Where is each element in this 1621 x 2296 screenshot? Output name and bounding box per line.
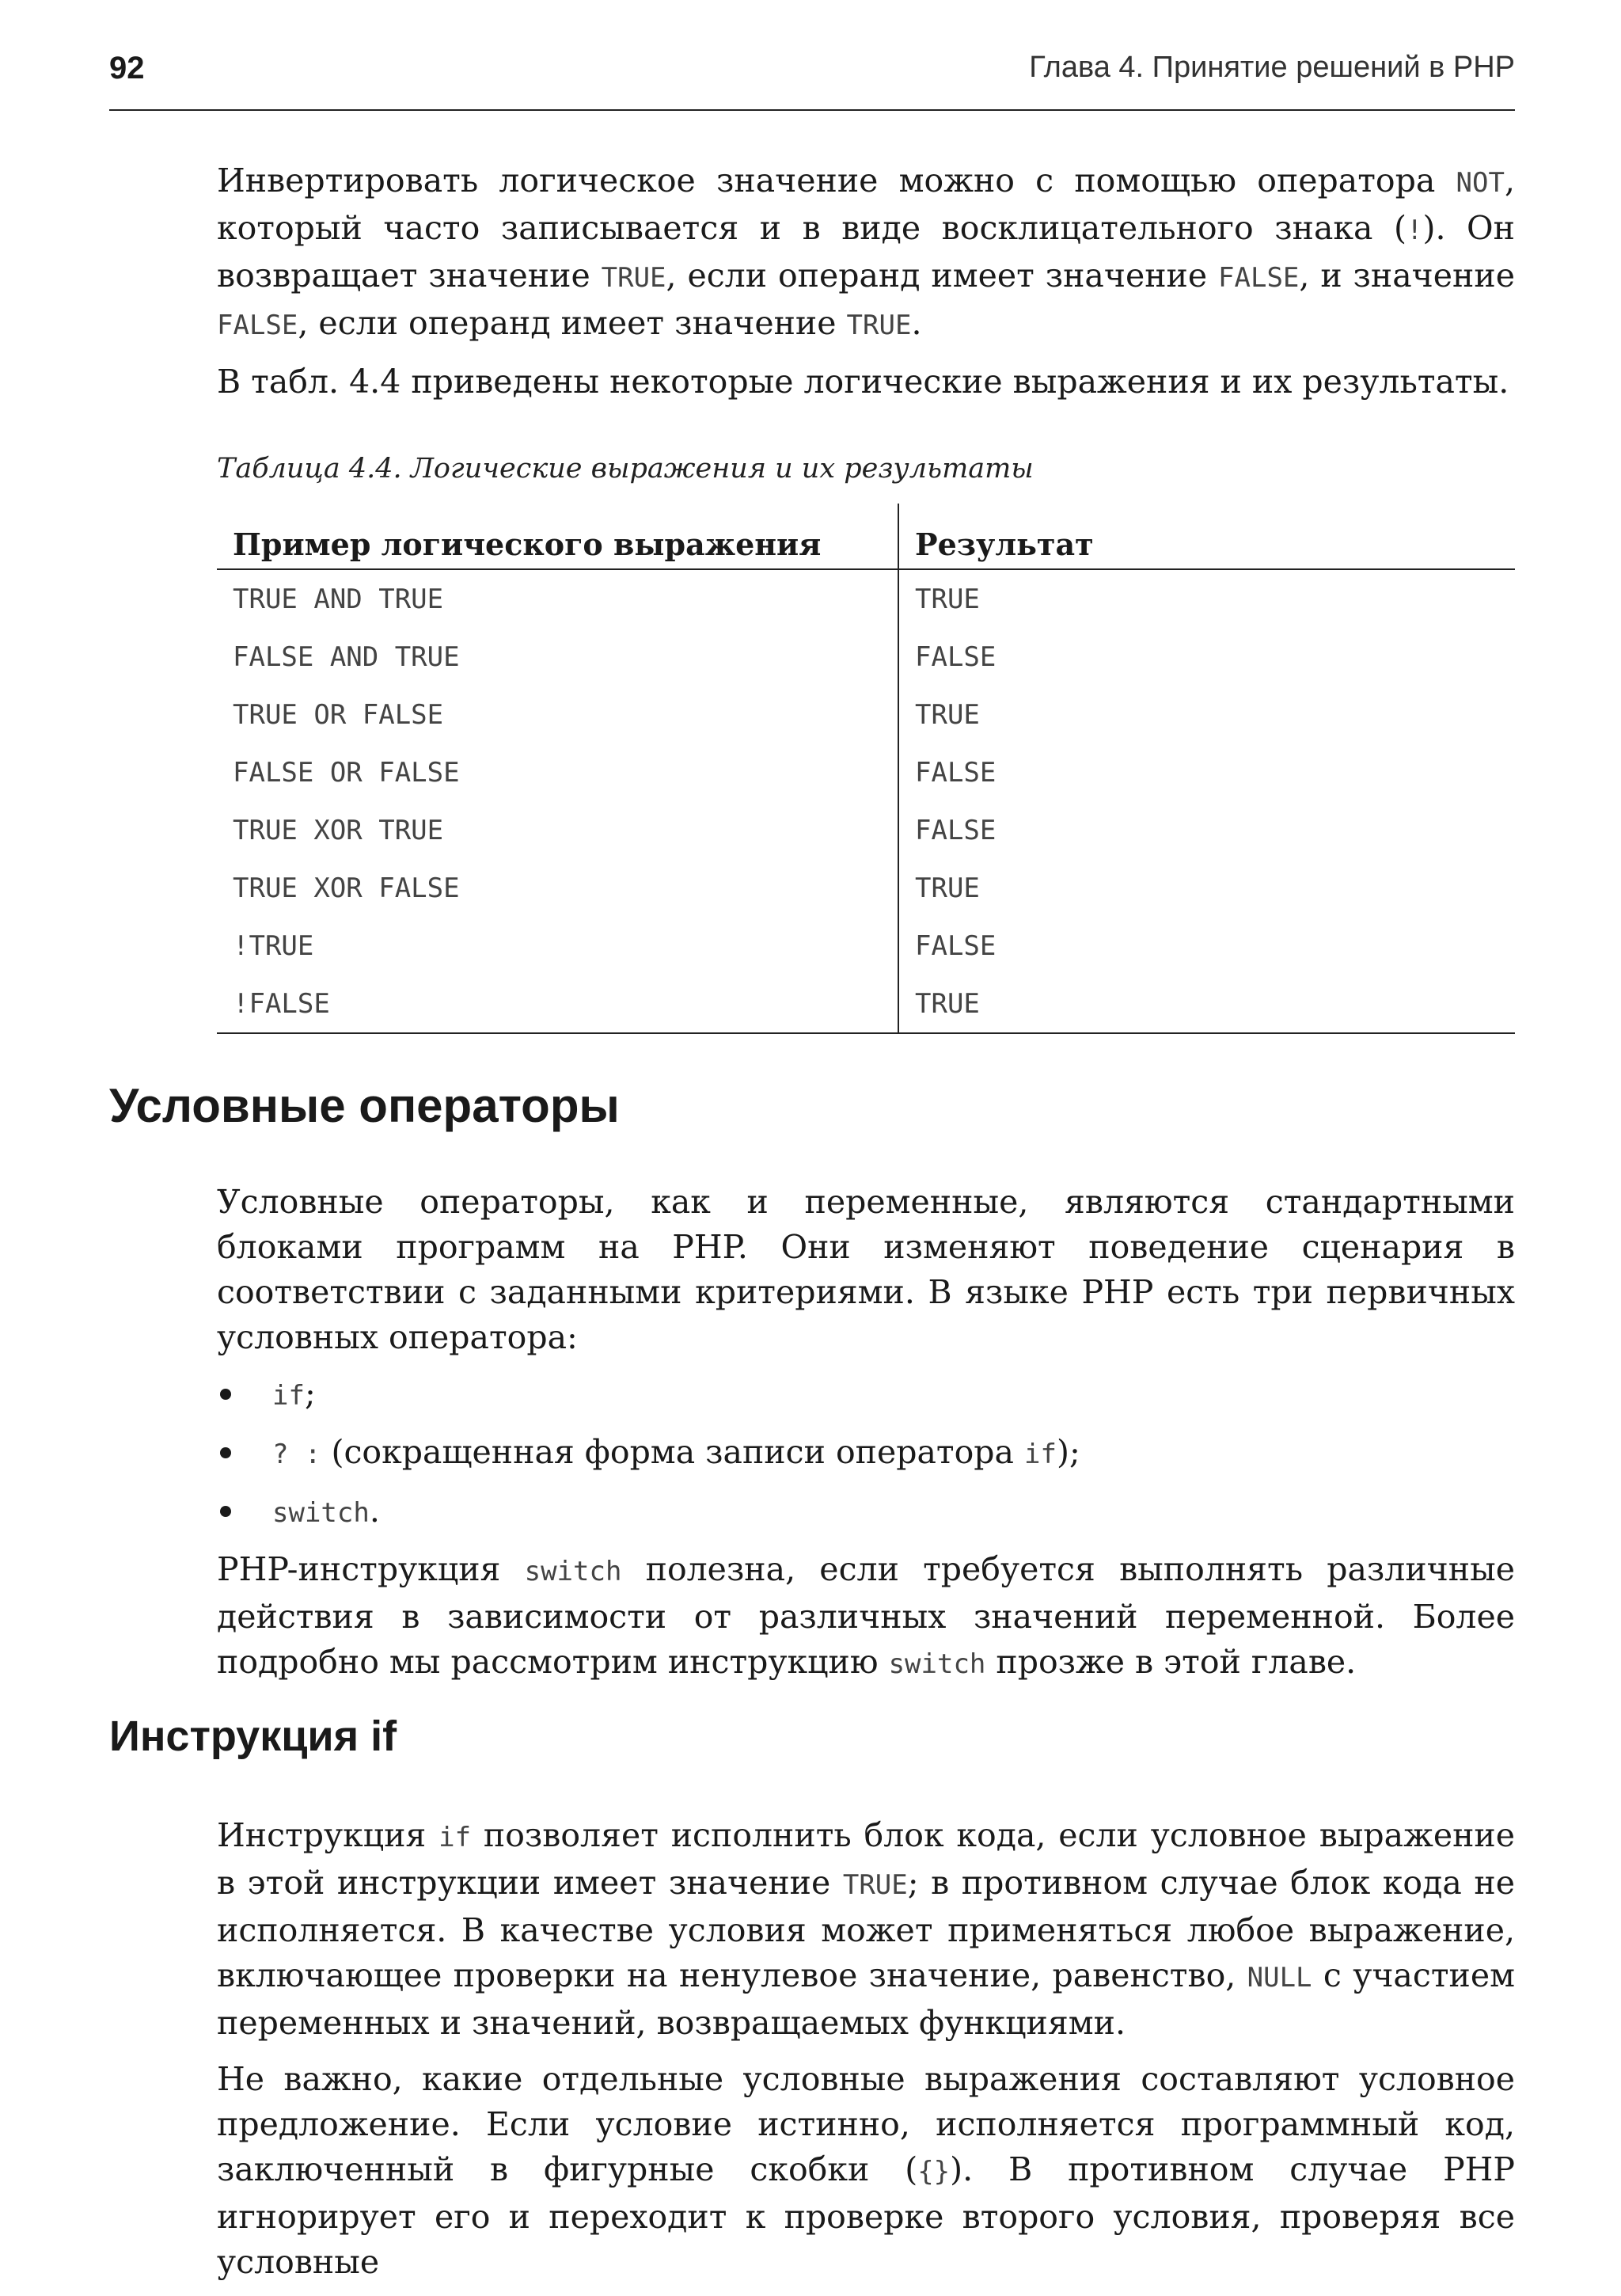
table-header-row	[217, 504, 1515, 569]
logic-table	[217, 504, 1515, 1034]
expression-cell: TRUE XOR FALSE	[217, 859, 898, 917]
table-row	[217, 859, 1515, 917]
table-row	[217, 569, 1515, 628]
result-cell: FALSE	[915, 756, 997, 789]
table-row	[217, 801, 1515, 859]
expression-cell: FALSE AND TRUE	[217, 628, 898, 686]
result-cell: FALSE	[915, 929, 997, 962]
section-heading: Условные операторы	[109, 1079, 620, 1132]
section-paragraph-1: Условные операторы, как и переменные, являются стандартными блоками программ на PHP. Они изменяют поведение сценария в соответствии с заданными критериями. В языке PHP есть три первичных условных оператора:	[217, 1183, 1515, 1356]
subsection-heading: Инструкция if	[109, 1712, 397, 1760]
result-cell: TRUE	[898, 975, 1515, 1033]
expression-cell: TRUE XOR TRUE	[217, 801, 898, 859]
result-cell: TRUE	[915, 872, 980, 904]
table-row	[217, 975, 1515, 1033]
column-header-expression: Пример логического выражения	[217, 504, 898, 569]
expression-cell: !TRUE	[217, 917, 898, 975]
subsection-paragraph-1: Инструкция if позволяет исполнить блок кода, если условное выражение в этой инструкции имеет значение TRUE; в противном случае блок кода не исполняется. В качестве условия может применяться любое выражение, включающее проверки на ненулевое значение, равенство, NULL с участием переменных и значений, возвращаемых функциями.	[217, 1816, 1515, 2042]
intro-paragraph-2: В табл. 4.4 приведены некоторые логические выражения и их результаты.	[217, 363, 1509, 401]
section-paragraph-2: PHP-инструкция switch полезна, если требуется выполнять различные действия в зависимости от различных значений переменной. Более подробно мы рассмотрим инструкцию switch прозже в этой главе.	[217, 1550, 1515, 1681]
subsection-text	[217, 1813, 1515, 2296]
table-row	[217, 917, 1515, 975]
table-row	[217, 743, 1515, 801]
table-row	[217, 686, 1515, 743]
result-cell: TRUE	[915, 698, 980, 731]
result-cell: FALSE	[915, 641, 997, 673]
page-number: 92	[109, 51, 145, 86]
table-row	[217, 628, 1515, 686]
result-cell: TRUE	[915, 583, 980, 615]
table-caption: Таблица 4.4. Логические выражения и их результаты	[217, 453, 1034, 485]
intro-text	[217, 158, 1515, 416]
expression-cell: TRUE AND TRUE	[217, 569, 898, 628]
column-header-result: Результат	[898, 504, 1515, 569]
subsection-paragraph-2: Не важно, какие отдельные условные выражения составляют условное предложение. Если условие истинно, исполняется программный код, заключенный в фигурные скобки ({}). В противном случае PHP игнорирует его и переходит к проверке второго условия, проверяя все условные	[217, 2060, 1515, 2281]
list-item: ? : (сокращенная форма записи оператора if);	[217, 1430, 1515, 1477]
expression-cell: !FALSE	[217, 975, 898, 1033]
page-header	[109, 46, 1515, 111]
expression-cell: TRUE OR FALSE	[217, 686, 898, 743]
operator-list	[217, 1371, 1515, 1536]
result-cell: FALSE	[915, 814, 997, 846]
expression-cell: FALSE OR FALSE	[217, 743, 898, 801]
intro-paragraph-1: Инвертировать логическое значение можно с помощью оператора NOT, который часто записывается и в виде восклицательного знака (!). Он возвращает значение TRUE, если операнд имеет значение FALSE, и значение FALSE, если операнд имеет значение TRUE.	[217, 162, 1515, 342]
section-text	[217, 1180, 1515, 1698]
list-item: if;	[217, 1371, 1515, 1419]
list-item: switch.	[217, 1488, 1515, 1536]
running-head: Глава 4. Принятие решений в PHP	[1029, 51, 1515, 84]
